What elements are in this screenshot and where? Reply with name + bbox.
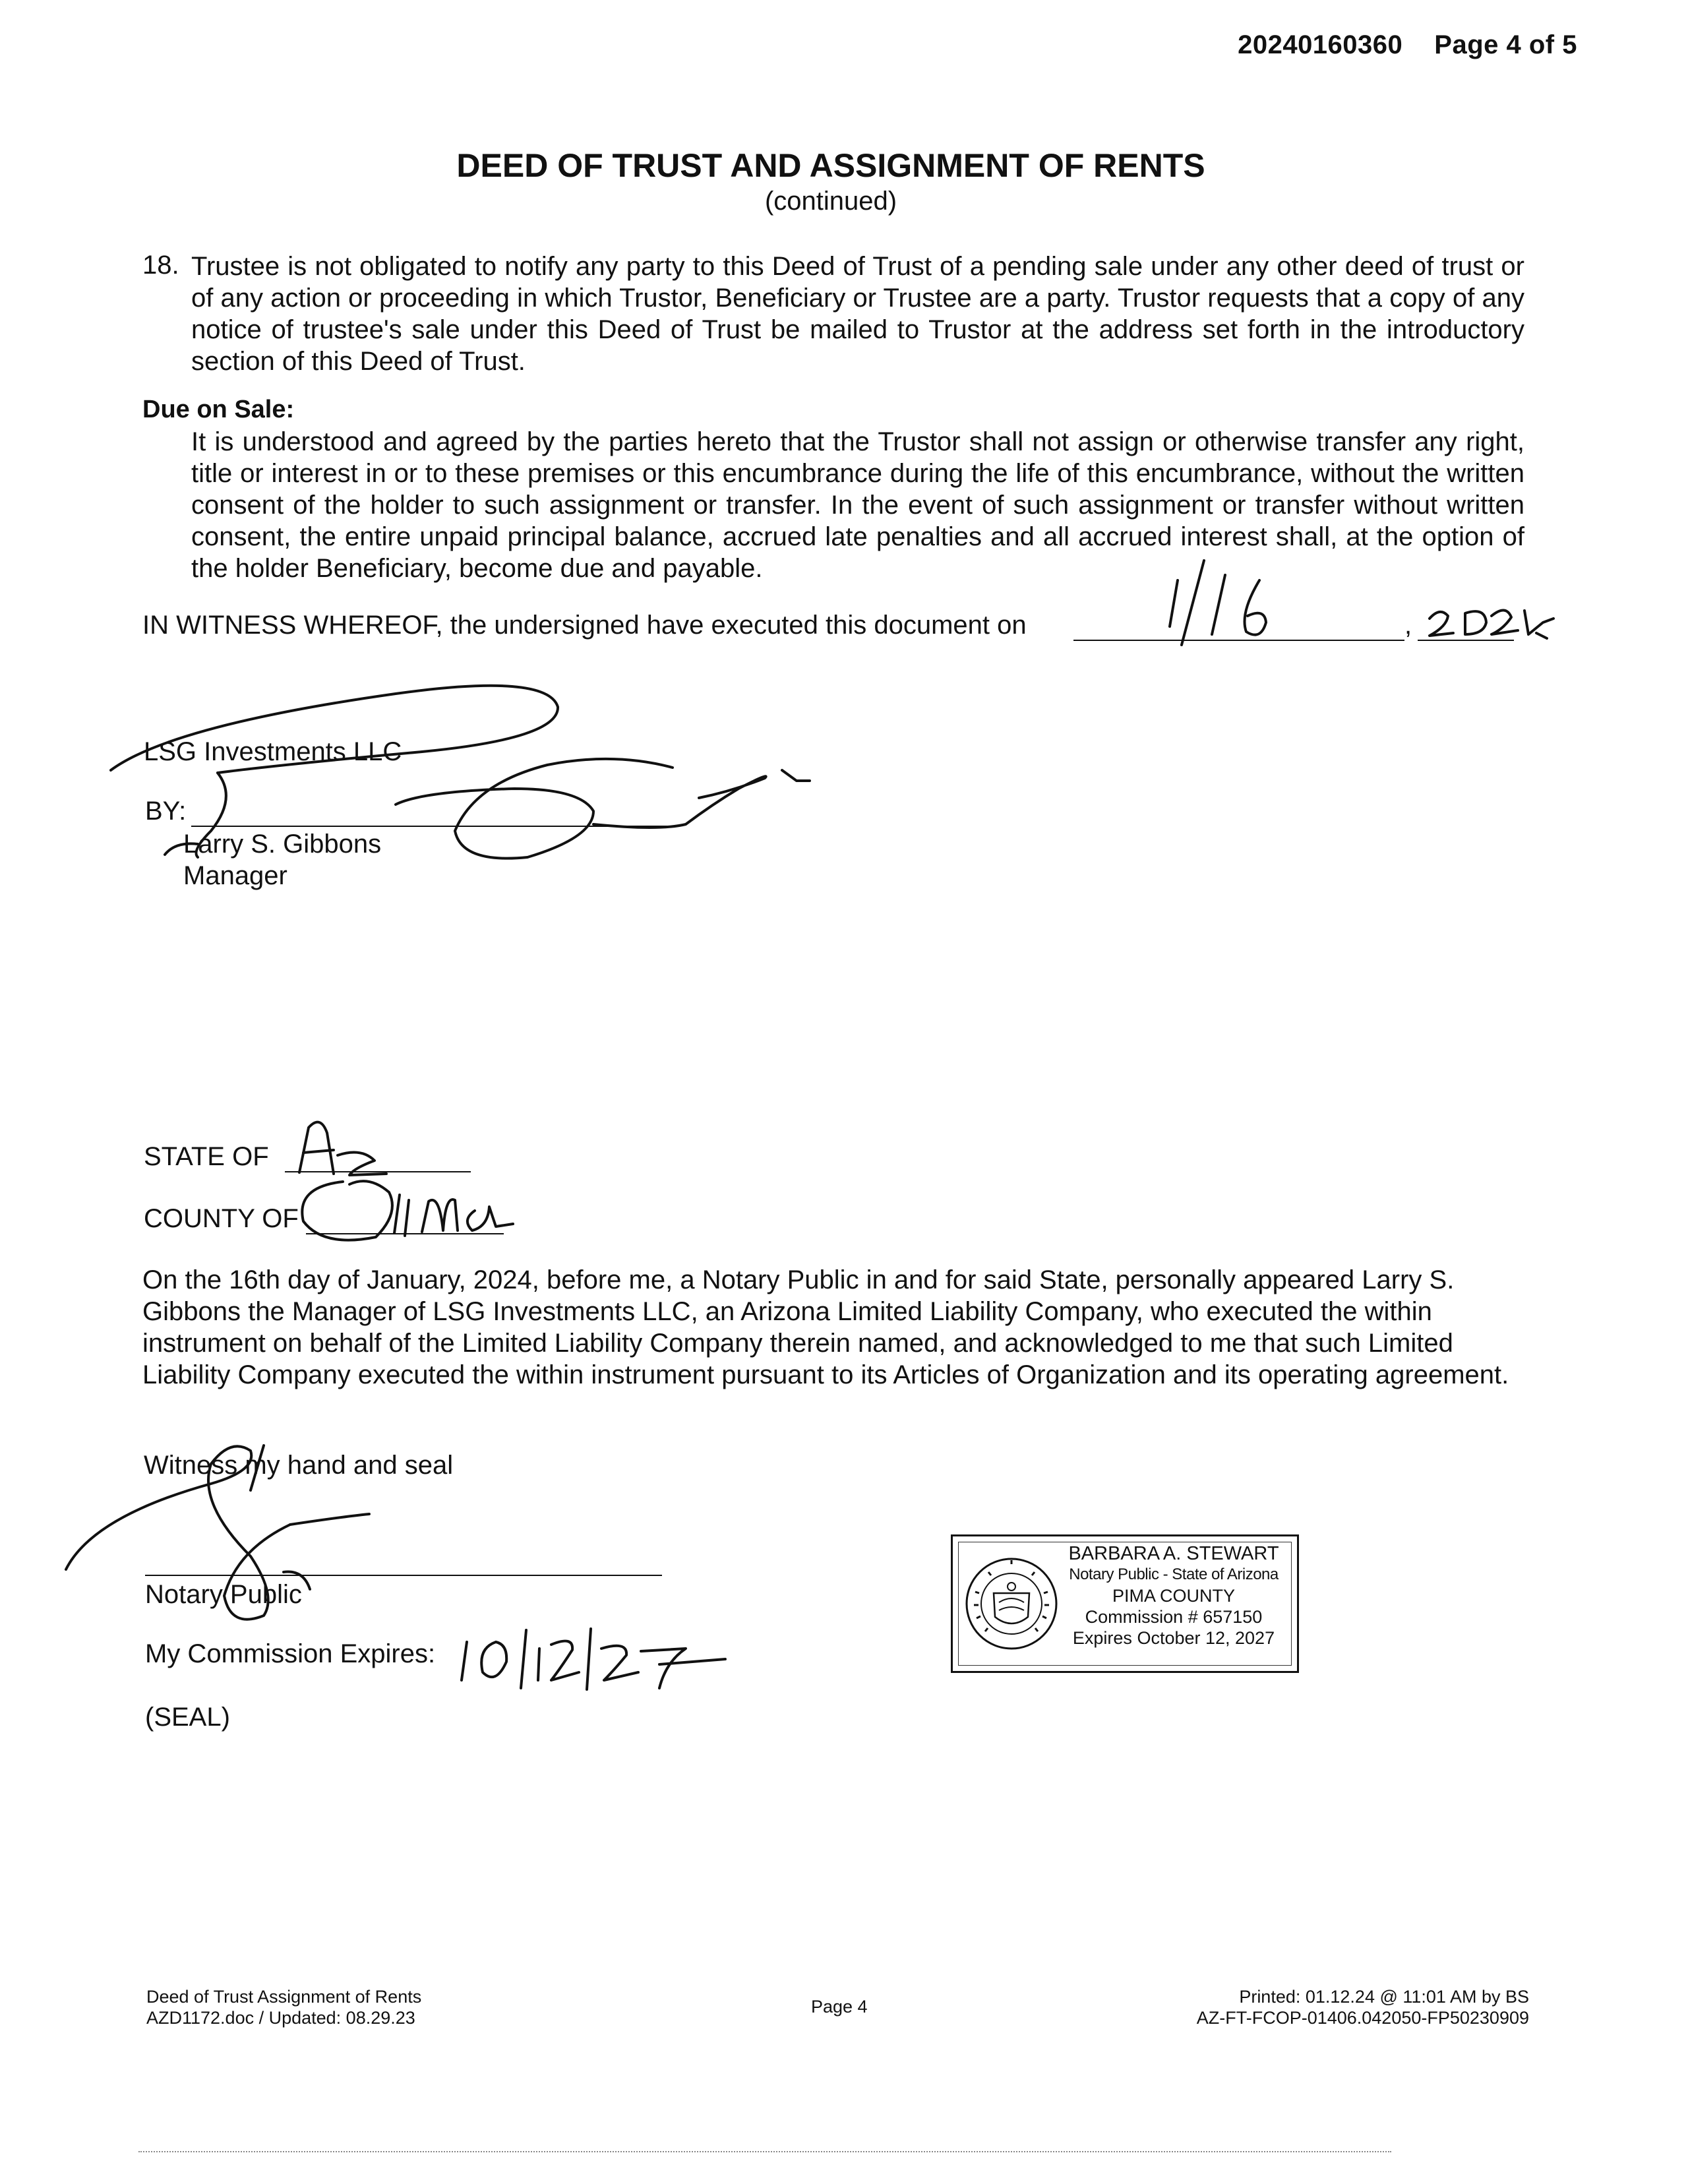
witness-hand-seal: Witness my hand and seal	[144, 1451, 454, 1480]
document-subtitle: (continued)	[764, 187, 897, 216]
stamp-expiration: Expires October 12, 2027	[1072, 1628, 1275, 1648]
footer-right	[1197, 1986, 1529, 2028]
recording-number: 20240160360	[1238, 30, 1403, 59]
state-seal-icon	[962, 1546, 1061, 1658]
handwritten-state	[299, 1122, 386, 1175]
stamp-notary-name: BARBARA A. STEWART	[1068, 1543, 1279, 1564]
notary-public-label: Notary Public	[145, 1580, 302, 1609]
notary-signature-line	[145, 1575, 662, 1576]
county-blank-line	[306, 1233, 504, 1234]
date-blank-line	[1073, 640, 1404, 641]
company-name: LSG Investments LLC	[144, 737, 402, 766]
signer-name: Larry S. Gibbons	[183, 830, 382, 859]
county-label: COUNTY OF	[144, 1204, 299, 1233]
state-label: STATE OF	[144, 1142, 269, 1171]
footer-left	[146, 1986, 421, 2028]
footer-order-number: AZ-FT-FCOP-01406.042050-FP50230909	[1196, 2008, 1529, 2028]
stamp-notary-state: Notary Public - State of Arizona	[1069, 1565, 1279, 1583]
scan-artifact-line	[138, 2151, 1391, 2152]
handwritten-year	[1430, 610, 1553, 638]
document-title: DEED OF TRUST AND ASSIGNMENT OF RENTS	[456, 147, 1205, 184]
notary-stamp	[951, 1534, 1299, 1673]
stamp-text	[1058, 1543, 1289, 1649]
footer-page-number: Page 4	[811, 1997, 868, 2017]
year-blank-line	[1418, 640, 1514, 641]
section-18-paragraph: Trustee is not obligated to notify any party to this Deed of Trust of a pending sale under any other deed of trust or of any action or proceeding in which Trustor, Beneficiary or Trustee are a party. Trustor requests that a copy of any notice of trustee's sale under this Deed of Trust be mailed to Trustor at the address set forth in the introductory section of this Deed of Trust.	[191, 252, 1524, 376]
handwritten-county	[302, 1181, 513, 1240]
witness-clause: IN WITNESS WHEREOF, the undersigned have executed this document on	[142, 611, 1027, 640]
footer-file-info: AZD1172.doc / Updated: 08.29.23	[146, 2008, 415, 2028]
signature-line	[191, 826, 673, 827]
handwritten-commission-date	[462, 1629, 725, 1689]
document-header	[1238, 30, 1577, 60]
stamp-county: PIMA COUNTY	[1112, 1586, 1236, 1606]
notary-acknowledgment: On the 16th day of January, 2024, before me, a Notary Public in and for said State, personally appeared Larry S. Gibbons the Manager of LSG Investments LLC, an Arizona Limited Liability Company, who executed the within instrument on behalf of the Limited Liability Company therein named, and acknowledged to me that such Limited Liability Company executed the within instrument pursuant to its Articles of Organization and its operating agreement.	[142, 1265, 1509, 1389]
footer-document-name: Deed of Trust Assignment of Rents	[146, 1987, 422, 2007]
stamp-commission-number: Commission # 657150	[1085, 1607, 1263, 1627]
by-label: BY:	[145, 797, 187, 826]
date-comma: ,	[1404, 611, 1412, 640]
state-blank-line	[285, 1171, 471, 1172]
section-number: 18.	[142, 251, 179, 280]
signer-title: Manager	[183, 861, 287, 890]
seal-label: (SEAL)	[145, 1703, 230, 1732]
due-on-sale-heading: Due on Sale:	[142, 396, 295, 423]
commission-expires-label: My Commission Expires:	[145, 1639, 436, 1668]
due-on-sale-paragraph: It is understood and agreed by the parties hereto that the Trustor shall not assign or otherwise transfer any right, title or interest in or to these premises or this encumbrance during the life of this encumbrance, without the written consent of the holder to such assignment or transfer. In the event of such assignment or transfer without written consent, the entire unpaid principal balance, accrued late penalties and all accrued interest shall, at the option of the holder Beneficiary, become due and payable.	[191, 427, 1524, 583]
footer-printed-info: Printed: 01.12.24 @ 11:01 AM by BS	[1239, 1987, 1529, 2007]
page-indicator: Page 4 of 5	[1434, 30, 1577, 59]
